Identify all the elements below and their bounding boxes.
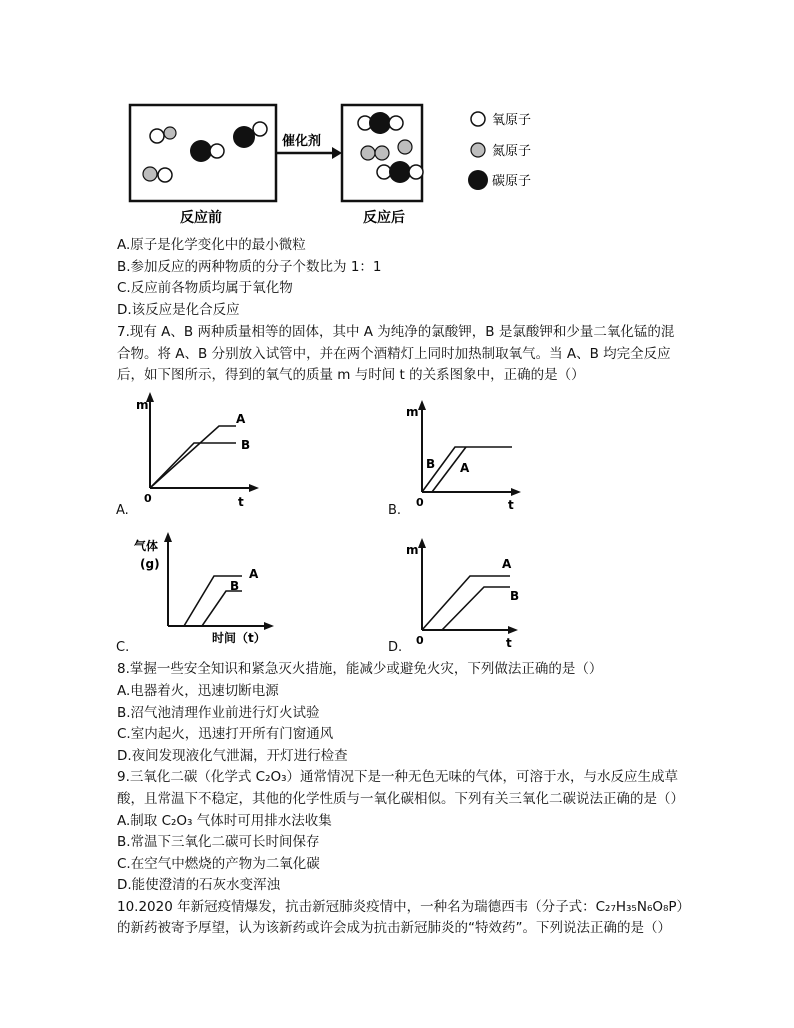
catalyst-label: 催化剂: [282, 134, 322, 149]
svg-text:m: m: [406, 543, 419, 557]
q6-option-a: A.原子是化学变化中的最小微粒: [117, 237, 306, 253]
svg-text:气体: 气体: [134, 539, 159, 553]
reaction-diagram: [120, 95, 570, 230]
graph-d-series-b: [442, 587, 510, 630]
svg-text:0: 0: [416, 634, 424, 647]
q7-stem-line-2: 合物。将 A、B 分别放入试管中，并在两个酒精灯上同时加热制取氧气。当 A、B 均完全反应: [117, 346, 671, 362]
graph-a: [128, 392, 268, 517]
svg-text:B: B: [230, 579, 240, 593]
q10-stem-line-2: 的新药被寄予厚望，认为该新药或许会成为抗击新冠肺炎的“特效药”。下列说法正确的是（）: [117, 920, 671, 936]
svg-text:A: A: [249, 567, 259, 581]
graph-a-series-a: [150, 426, 236, 488]
q8-option-a: A.电器着火，迅速切断电源: [117, 683, 279, 699]
q9-option-a: A.制取 C₂O₃ 气体时可用排水法收集: [117, 813, 332, 829]
graph-c-option: C.: [116, 640, 130, 655]
legend-nitrogen: 氮原子: [492, 144, 532, 159]
q9-option-b: B.常温下三氧化二碳可长时间保存: [117, 834, 320, 850]
q7-stem-line-1: 7.现有 A、B 两种质量相等的固体，其中 A 为纯净的氯酸钾，B 是氯酸钾和少量二氧化锰的混: [117, 324, 675, 340]
svg-text:B: B: [510, 589, 520, 603]
q9-option-d: D.能使澄清的石灰水变浑浊: [117, 877, 281, 893]
q8-option-b: B.沼气池清理作业前进行灯火试验: [117, 705, 320, 721]
graph-c-series-b: [184, 591, 242, 626]
q10-stem-line-1: 10.2020 年新冠疫情爆发，抗击新冠肺炎疫情中，一种名为瑞德西韦（分子式：C₂₇H₃₅N₆O₈P）: [117, 899, 691, 915]
graph-d-series-a: [422, 576, 510, 630]
svg-text:m: m: [406, 405, 419, 419]
legend-oxygen: 氧原子: [492, 113, 532, 128]
before-label: 反应前: [180, 210, 222, 226]
graph-b: [400, 392, 530, 517]
q7-stem-line-3: 后，如下图所示，得到的氧气的质量 m 与时间 t 的关系图象中，正确的是（）: [117, 367, 585, 383]
graph-c: [128, 530, 288, 650]
svg-text:0: 0: [416, 496, 424, 509]
q9-option-c: C.在空气中燃烧的产物为二氧化碳: [117, 856, 320, 872]
svg-text:A: A: [460, 461, 470, 475]
svg-text:0: 0: [144, 492, 152, 505]
graph-d: [400, 530, 530, 655]
nitrogen-atom-icon: [471, 143, 485, 157]
svg-text:A: A: [502, 557, 512, 571]
graph-d-option: D.: [388, 640, 403, 655]
svg-text:B: B: [426, 457, 436, 471]
carbon-atom-icon: [468, 170, 488, 190]
q8-option-d: D.夜间发现液化气泄漏，开灯进行检查: [117, 748, 348, 764]
graph-b-option: B.: [388, 503, 402, 518]
oxygen-atom-icon: [471, 112, 485, 126]
graph-a-option: A.: [116, 503, 129, 518]
after-label: 反应后: [363, 210, 405, 226]
svg-text:时间（t）: 时间（t）: [212, 631, 266, 645]
svg-text:t: t: [508, 498, 514, 512]
legend-carbon: 碳原子: [492, 174, 532, 189]
q8-option-c: C.室内起火，迅速打开所有门窗通风: [117, 726, 334, 742]
svg-text:A: A: [236, 412, 246, 426]
q9-stem-line-1: 9.三氧化二碳（化学式 C₂O₃）通常情况下是一种无色无味的气体，可溶于水，与水反应生成草: [117, 769, 679, 785]
q6-option-b: B.参加反应的两种物质的分子个数比为 1：1: [117, 259, 382, 275]
svg-text:t: t: [238, 495, 244, 509]
q6-option-d: D.该反应是化合反应: [117, 302, 240, 318]
svg-text:t: t: [506, 636, 512, 650]
svg-text:(g): (g): [140, 557, 160, 571]
q6-option-c: C.反应前各物质均属于氧化物: [117, 280, 293, 296]
q8-stem: 8.掌握一些安全知识和紧急灭火措施，能减少或避免火灾，下列做法正确的是（）: [117, 661, 603, 677]
svg-text:m: m: [136, 398, 149, 412]
svg-text:B: B: [241, 438, 251, 452]
q9-stem-line-2: 酸，且常温下不稳定，其他的化学性质与一氧化碳相似。下列有关三氧化二碳说法正确的是（）: [117, 791, 684, 807]
